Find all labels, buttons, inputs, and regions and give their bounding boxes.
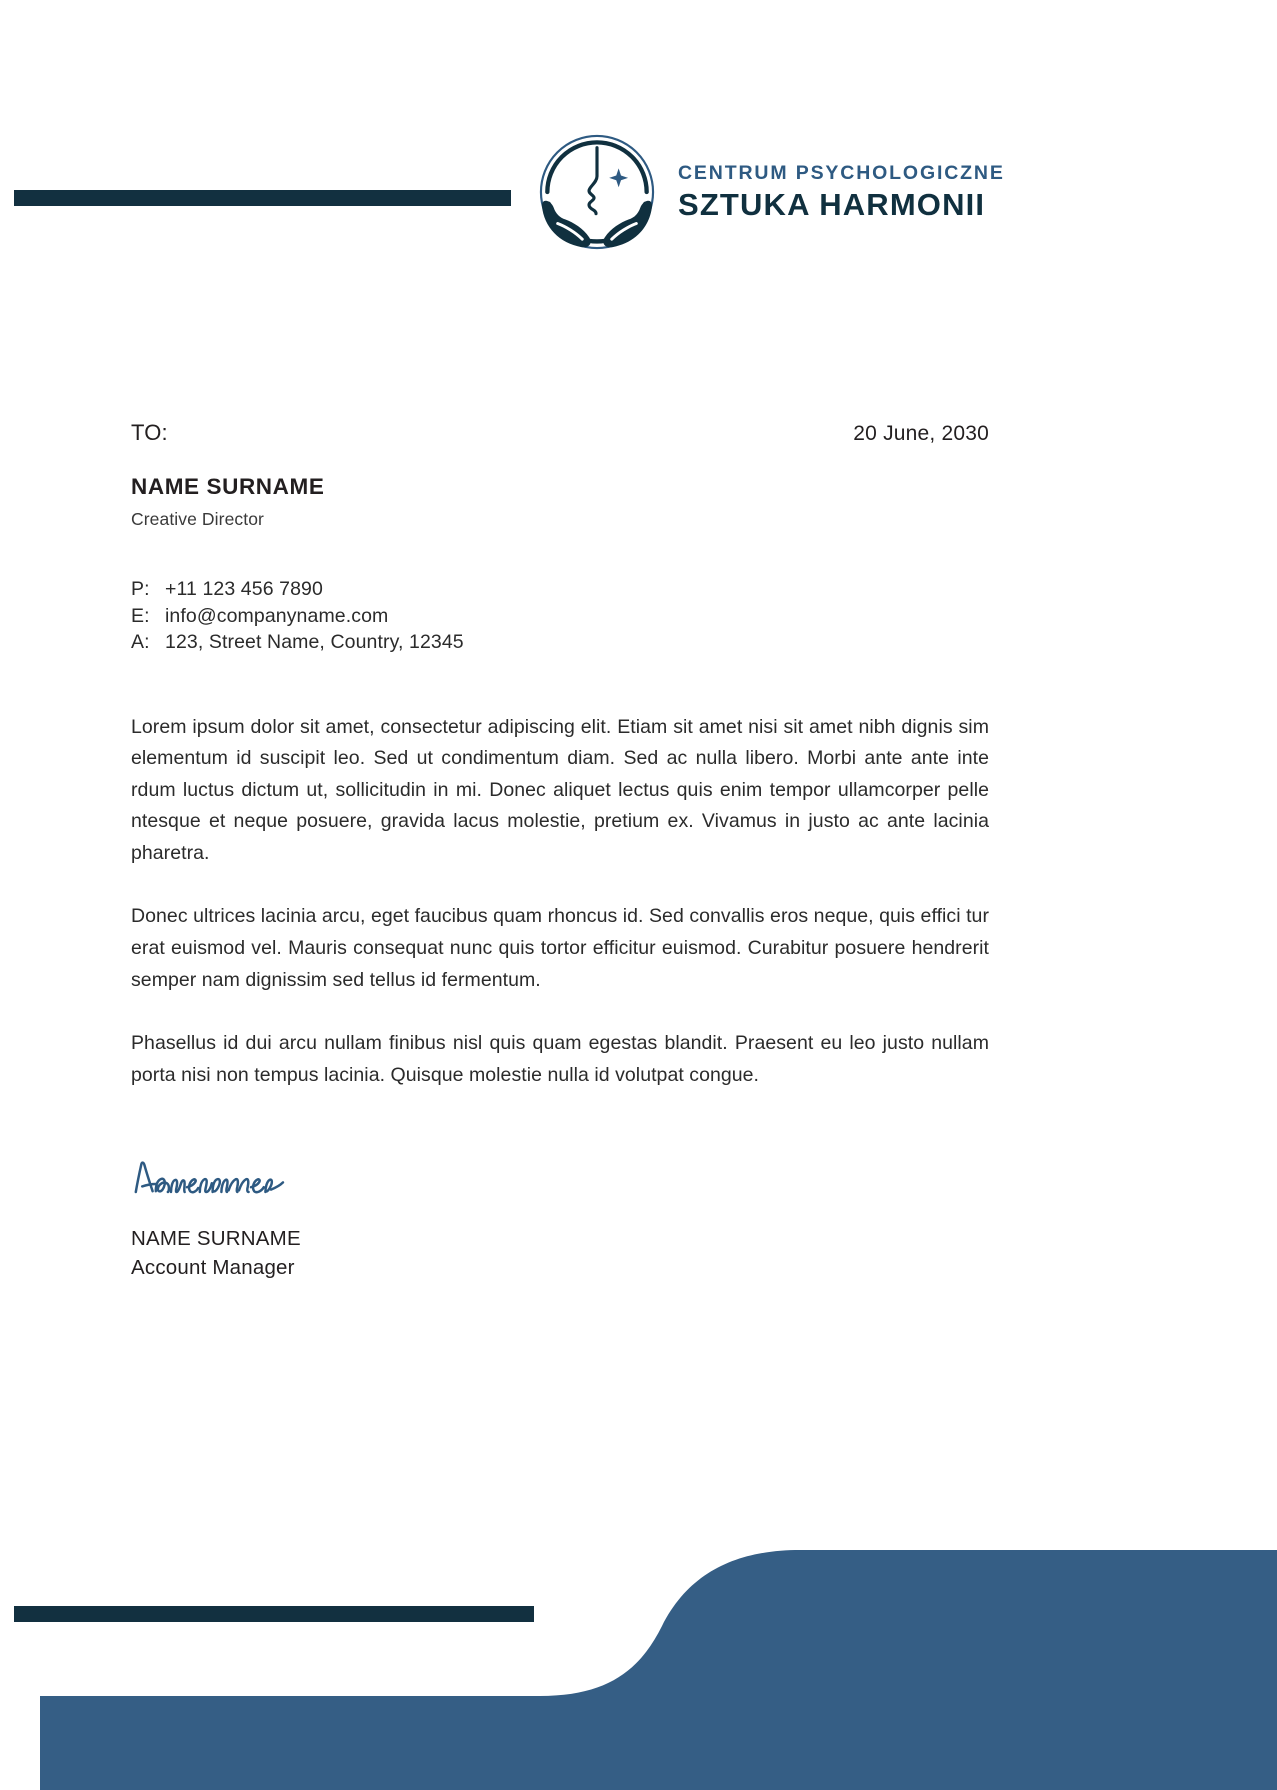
- signature-name: NAME SURNAME: [131, 1227, 301, 1251]
- letter-body: [131, 420, 989, 1280]
- contact-value-email: info@companyname.com: [165, 604, 389, 627]
- signature-role: Account Manager: [131, 1256, 295, 1280]
- footer-dark-bar: [14, 1606, 534, 1622]
- letter-date: 20 June, 2030: [853, 422, 989, 445]
- contact-line-address: [131, 629, 989, 656]
- contact-line-email: [131, 603, 989, 630]
- signature-block: [131, 1155, 989, 1280]
- circle-face-profile-in-hands-icon: [538, 133, 656, 251]
- letter-paragraphs: [131, 712, 989, 1092]
- recipient-name: NAME SURNAME: [131, 474, 325, 499]
- footer-wave-graphic: [0, 1370, 1277, 1790]
- to-and-date-row: [131, 420, 989, 446]
- footer-blue-wave: [40, 1550, 1277, 1790]
- brand-main-line: SZTUKA HARMONII: [678, 186, 986, 222]
- letterhead-footer: [0, 1370, 1277, 1790]
- paragraph: Lorem ipsum dolor sit amet, consectetur adipiscing elit. Etiam sit amet nisi sit amet nibh dignis sim elementum id suscipit leo. Sed ut condimentum diam. Sed ac nulla libero. Morbi ante ante inte rdum luctus dictum ut, sollicitudin in mi. Donec aliquet lectus quis enim tempor ullamcorper pelle ntesque et neque posuere, gravida lacus molestie, pretium ex. Vivamus in justo ac ante lacinia pharetra.: [131, 715, 989, 864]
- contact-key-address: A:: [131, 631, 150, 654]
- to-label: TO:: [131, 420, 168, 445]
- contact-value-address: 123, Street Name, Country, 12345: [165, 631, 464, 654]
- paragraph: Phasellus id dui arcu nullam finibus nisl quis quam egestas blandit. Praesent eu leo justo nullam porta nisi non tempus lacinia. Quisque molestie nulla id volutpat congue.: [131, 1032, 989, 1086]
- contact-value-phone: +11 123 456 7890: [165, 578, 323, 600]
- header-rule-bar: [14, 190, 511, 206]
- contact-details: [131, 576, 989, 656]
- contact-key-phone: P:: [131, 578, 150, 600]
- brand-logo-block: [538, 133, 1005, 251]
- handwritten-signature-icon: [131, 1155, 291, 1205]
- paragraph: Donec ultrices lacinia arcu, eget faucibus quam rhoncus id. Sed convallis eros neque, quis effici tur erat euismod vel. Mauris consequat nunc quis tortor efficitur euismod. Curabitur posuere hendrerit semper nam dignissim sed tellus id fermentum.: [131, 905, 989, 991]
- recipient-role: Creative Director: [131, 509, 264, 529]
- letterhead-header: [0, 0, 1277, 300]
- contact-key-email: E:: [131, 604, 150, 627]
- brand-top-line: CENTRUM PSYCHOLOGICZNE: [678, 161, 1005, 184]
- contact-line-phone: [131, 576, 989, 603]
- brand-wordmark: [678, 161, 1005, 224]
